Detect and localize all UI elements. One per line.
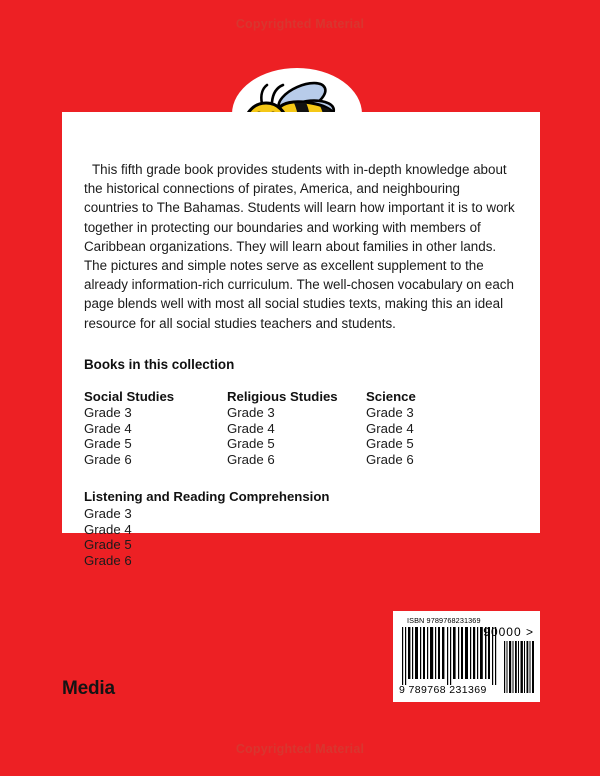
- list-item: Grade 5: [366, 436, 414, 452]
- list-item: Grade 6: [84, 553, 132, 569]
- list-item: Grade 4: [84, 521, 132, 537]
- list-item: Grade 3: [366, 405, 414, 421]
- list-item: Grade 5: [84, 537, 132, 553]
- list-item: Grade 4: [366, 420, 414, 436]
- isbn-caption: ISBN 9789768231369: [407, 616, 481, 625]
- list-item: Grade 3: [227, 405, 275, 421]
- list-item: Grade 3: [84, 506, 132, 521]
- list-item: Grade 5: [84, 436, 132, 452]
- copyright-watermark-top: Copyrighted Material: [235, 17, 365, 31]
- list-item: Grade 3: [84, 405, 132, 421]
- collection-column-social-studies: [84, 389, 227, 468]
- addon-price-code: [483, 625, 534, 639]
- list-item: Grade 6: [366, 451, 414, 467]
- list-item: Grade 6: [84, 451, 132, 467]
- column-title: Social Studies: [84, 388, 175, 404]
- listening-comprehension-section: [84, 489, 516, 568]
- list-item: Grade 6: [227, 451, 275, 467]
- copyright-watermark-bottom: Copyrighted Material: [235, 742, 365, 756]
- list-item: Grade 4: [227, 420, 275, 436]
- isbn-digits: 9 789768 231369: [399, 684, 487, 696]
- list-item: Grade 4: [84, 420, 132, 436]
- column-title: Religious Studies: [227, 388, 338, 404]
- collection-column-science: [366, 389, 486, 468]
- publisher-logo: Media: [62, 678, 115, 699]
- column-title: Science: [366, 388, 416, 404]
- collection-heading: Books in this collection: [84, 356, 235, 372]
- addon-barcode-icon: [503, 641, 535, 693]
- book-description: This fifth grade book provides students with in-depth knowledge about the historical connections of pirates, America, and neighbouring countries to The Bahamas. Students will learn how important it is to work together in protecting our boundaries and working with members of Caribbean organizations. They will learn about families in other lands. The pictures and simple notes serve as excellent supplement to the already information-rich curriculum. The well-chosen vocabulary on each page blends well with most all social studies texts, making this an ideal resource for all social studies teachers and students.: [84, 162, 515, 331]
- addon-suffix: >: [525, 625, 534, 639]
- back-cover-panel: [62, 112, 540, 569]
- addon-value: 90000: [483, 625, 522, 639]
- collection-table: [84, 389, 516, 468]
- barcode-block: [393, 611, 540, 702]
- list-item: Grade 5: [227, 436, 275, 452]
- section-title: Listening and Reading Comprehension: [84, 489, 330, 505]
- collection-column-religious-studies: [227, 389, 366, 468]
